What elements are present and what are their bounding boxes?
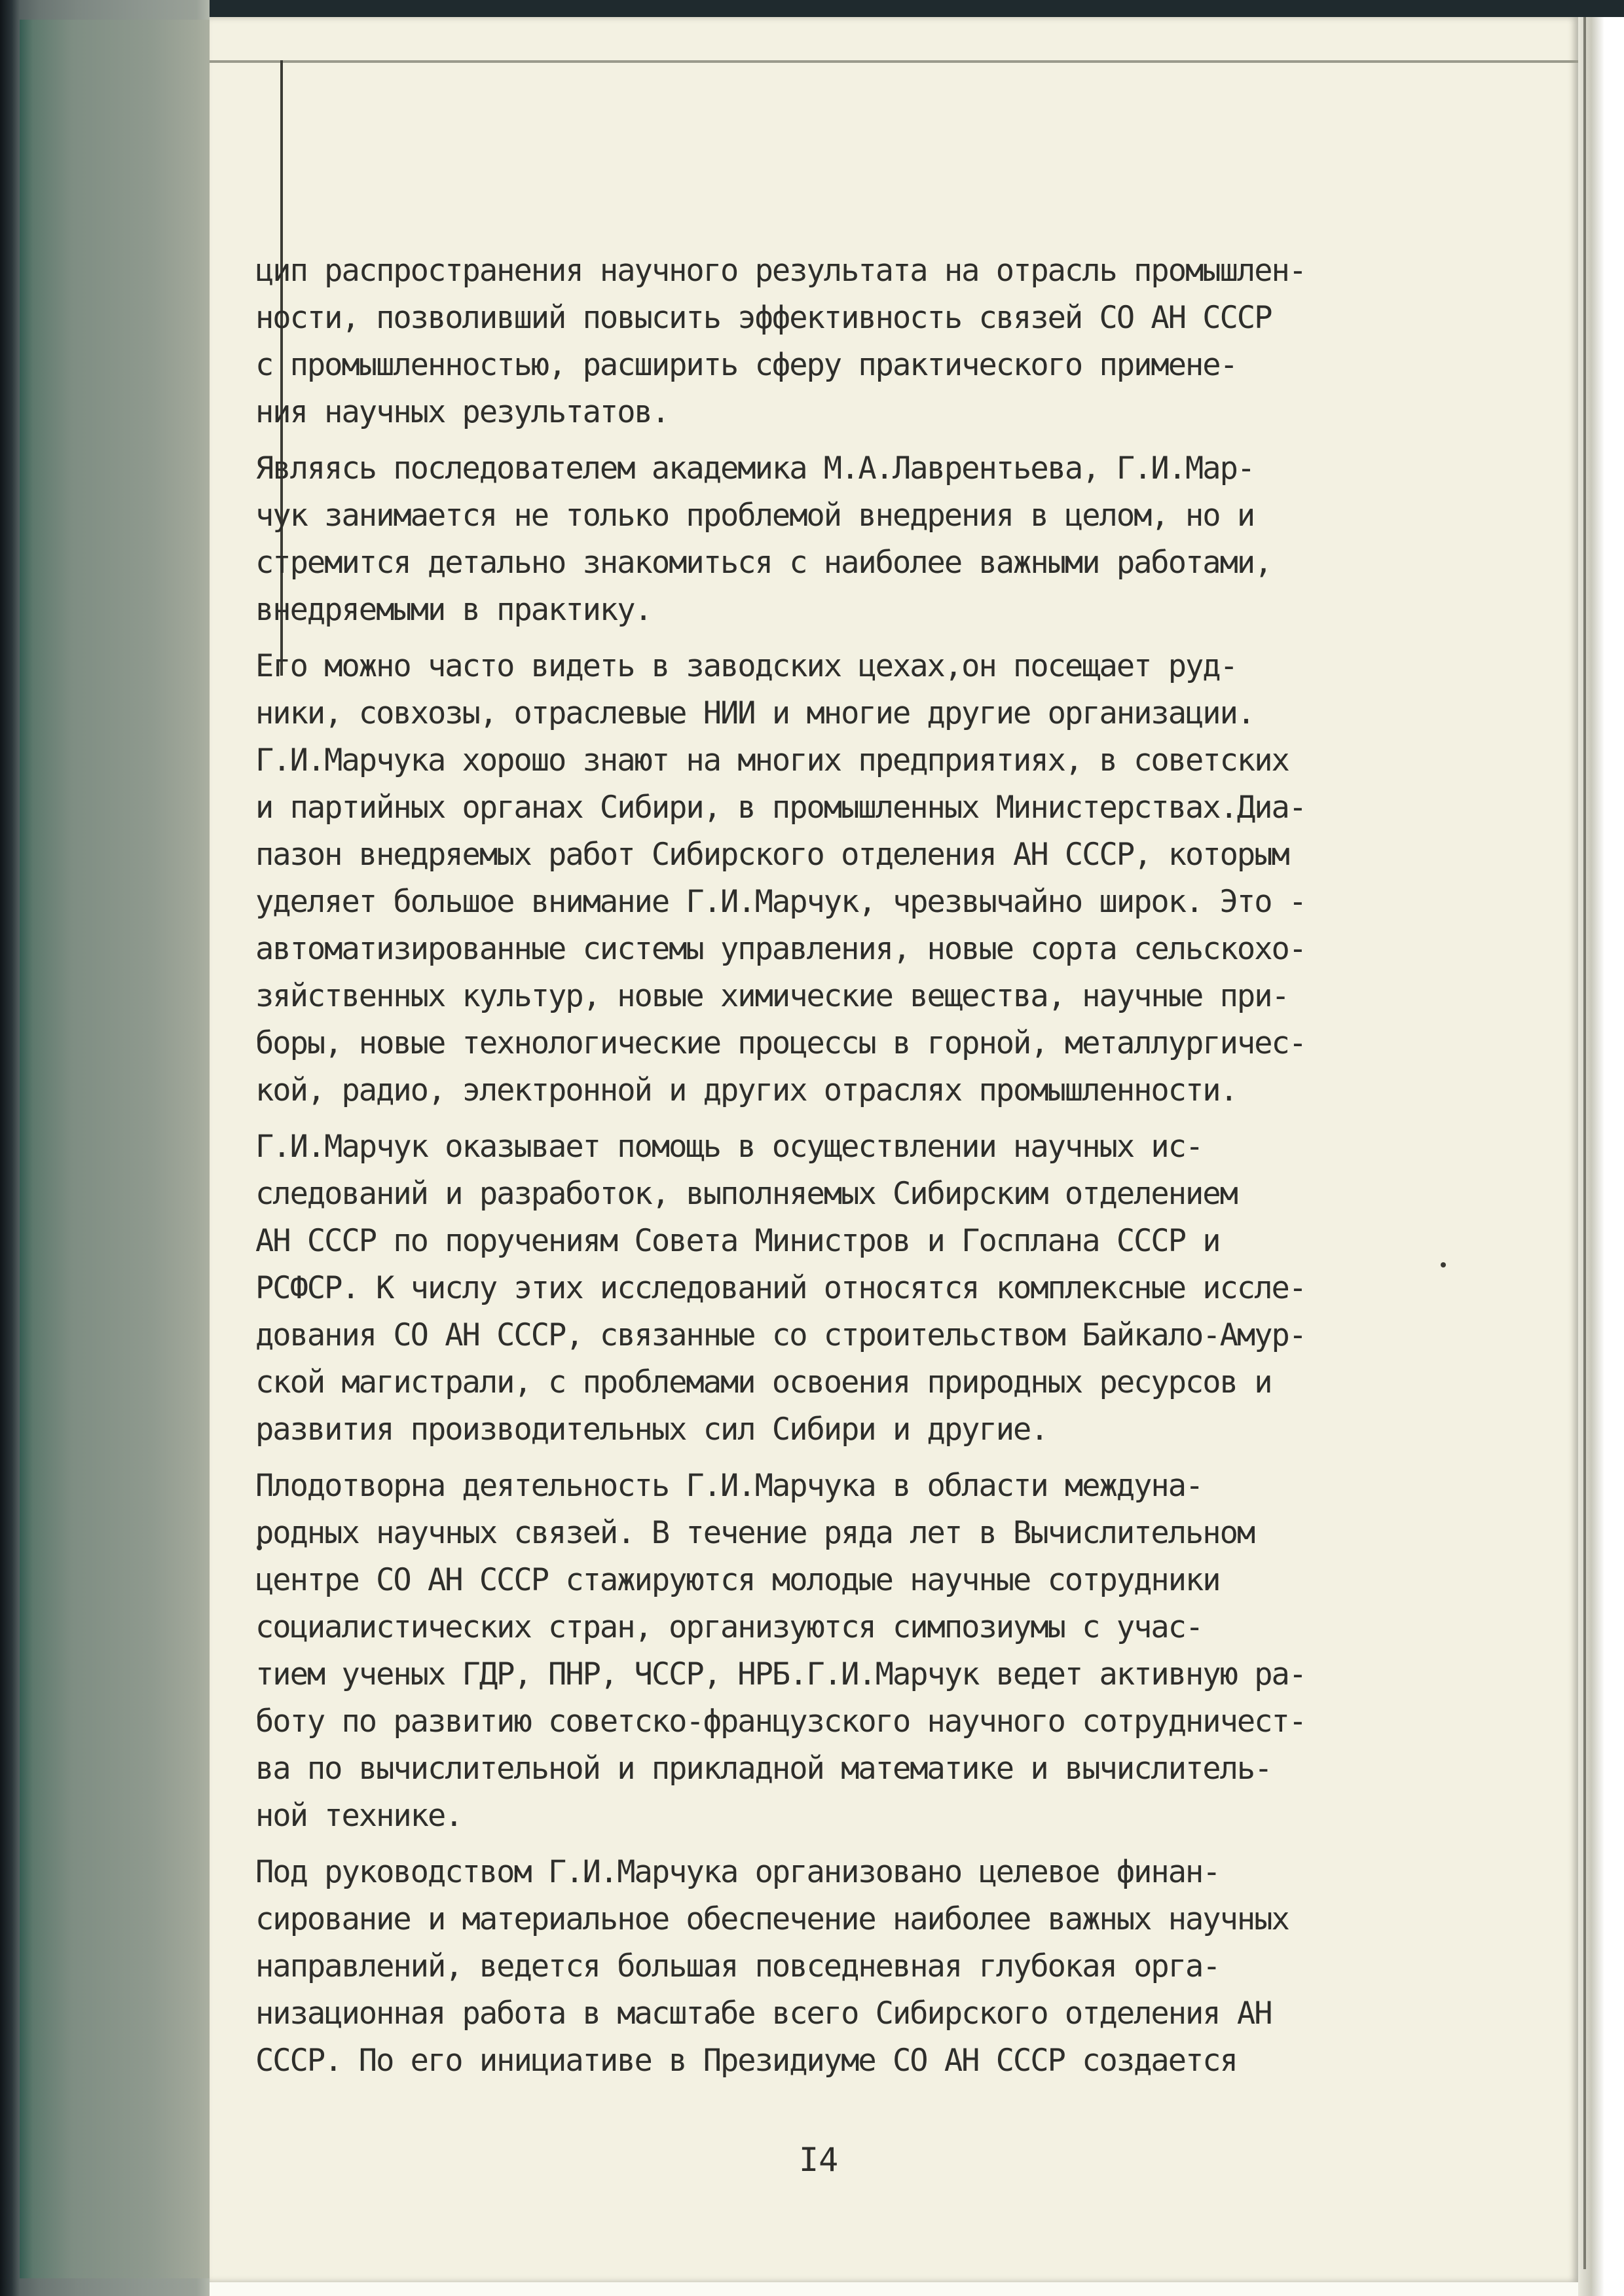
text-line: и партийных органах Сибири, в промышленных Министерствах.Диа-: [255, 790, 1306, 826]
paragraph-gap: [255, 1840, 1473, 1849]
text-line: уделяет большое внимание Г.И.Марчук, чрезвычайно широк. Это -: [255, 884, 1306, 920]
text-line: РСФСР. К числу этих исследований относятся комплексные иссле-: [255, 1270, 1306, 1306]
page-edge-line: [1583, 17, 1586, 2269]
paragraph-gap: [255, 1114, 1473, 1123]
text-line: ности, позволивший повысить эффективность связей СО АН СССР: [255, 300, 1272, 336]
text-line: тием ученых ГДР, ПНР, ЧССР, НРБ.Г.И.Марчук ведет активную ра-: [255, 1656, 1306, 1692]
paragraph: [255, 1849, 1473, 2085]
text-line: с промышленностью, расширить сферу практического примене-: [255, 347, 1237, 383]
text-line: социалистических стран, организуются симпозиумы с учас-: [255, 1609, 1203, 1645]
text-line: зяйственных культур, новые химические вещества, научные при-: [255, 978, 1289, 1014]
text-line: Его можно часто видеть в заводских цехах,он посещает руд-: [255, 648, 1237, 684]
text-line: пазон внедряемых работ Сибирского отделения АН СССР, которым: [255, 837, 1289, 873]
text-line: боту по развитию советско-французского научного сотрудничест-: [255, 1704, 1306, 1740]
text-line: развития производительных сил Сибири и другие.: [255, 1412, 1048, 1448]
binder-cover-surface: [20, 20, 210, 2278]
text-line: автоматизированные системы управления, новые сорта сельскохо-: [255, 931, 1306, 967]
text-line: Г.И.Марчука хорошо знают на многих предприятиях, в советских: [255, 742, 1289, 778]
text-line: Являясь последователем академика М.А.Лаврентьева, Г.И.Мар-: [255, 450, 1255, 486]
text-line: Плодотворна деятельность Г.И.Марчука в области междуна-: [255, 1468, 1203, 1504]
paragraph-gap: [255, 436, 1473, 445]
text-line: следований и разработок, выполняемых Сибирским отделением: [255, 1176, 1237, 1212]
text-line: ния научных результатов.: [255, 394, 669, 430]
text-line: стремится детально знакомиться с наиболее важными работами,: [255, 545, 1272, 581]
text-line: Г.И.Марчук оказывает помощь в осуществлении научных ис-: [255, 1129, 1203, 1165]
text-line: ной технике.: [255, 1798, 462, 1834]
paragraph-gap: [255, 1453, 1473, 1463]
paragraph: [255, 1463, 1473, 1840]
paragraph: [255, 445, 1473, 634]
text-line: цип распространения научного результата на отрасль промышлен-: [255, 253, 1306, 289]
paragraph: [255, 643, 1473, 1114]
text-line: ва по вычислительной и прикладной математике и вычислитель-: [255, 1751, 1272, 1787]
text-line: низационная работа в масштабе всего Сибирского отделения АН: [255, 1995, 1272, 2032]
paragraph: [255, 247, 1473, 436]
text-line: направлений, ведется большая повседневная глубокая орга-: [255, 1948, 1220, 1984]
text-line: Под руководством Г.И.Марчука организовано целевое финан-: [255, 1854, 1220, 1890]
text-line: сирование и материальное обеспечение наиболее важных научных: [255, 1901, 1289, 1937]
text-line: чук занимается не только проблемой внедрения в целом, но и: [255, 498, 1255, 534]
top-dark-strip: [0, 0, 1624, 17]
text-line: боры, новые технологические процессы в горной, металлургичес-: [255, 1025, 1306, 1061]
text-line: АН СССР по поручениям Совета Министров и Госплана СССР и: [255, 1223, 1220, 1259]
text-line: родных научных связей. В течение ряда лет в Вычислительном: [255, 1515, 1255, 1551]
text-line: СССР. По его инициативе в Президиуме СО АН СССР создается: [255, 2043, 1237, 2079]
binder-cover: [0, 0, 210, 2296]
page-number: I4: [799, 2141, 839, 2179]
text-line: внедряемыми в практику.: [255, 592, 652, 628]
text-line: дования СО АН СССР, связанные со строительством Байкало-Амур-: [255, 1317, 1306, 1353]
typewritten-text: [255, 247, 1473, 2085]
text-line: ники, совхозы, отраслевые НИИ и многие другие организации.: [255, 695, 1255, 731]
text-line: центре СО АН СССР стажируются молодые научные сотрудники: [255, 1562, 1220, 1598]
paragraph-gap: [255, 634, 1473, 643]
paragraph: [255, 1123, 1473, 1453]
page-top-edge-line: [210, 60, 1578, 63]
text-line: кой, радио, электронной и других отраслях промышленности.: [255, 1072, 1237, 1108]
text-line: ской магистрали, с проблемами освоения природных ресурсов и: [255, 1364, 1272, 1400]
